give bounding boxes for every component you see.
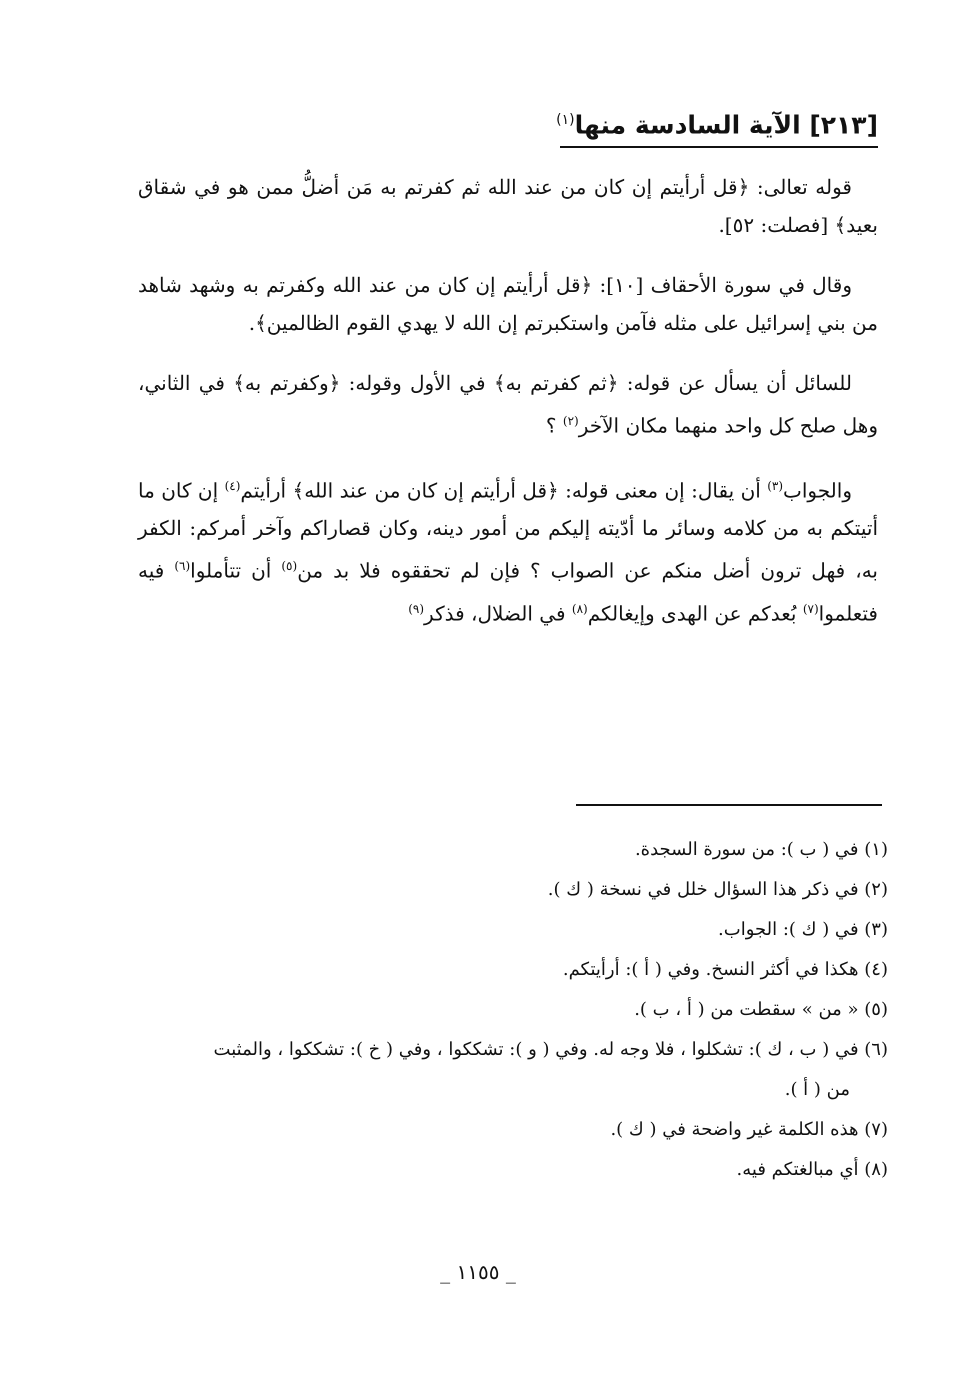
footnote-3: (٣) في ( ك ): الجواب. [718, 919, 888, 940]
footnote-5: (٥) « من » سقطت من ( أ ، ب ). [634, 999, 888, 1020]
section-heading [358, 100, 878, 145]
footnote-ref: (٨) [571, 601, 588, 616]
paragraph-verse: قوله تعالى: ﴿قل أرأيتم إن كان من عند الله ثم كفرتم به مَن أضلُّ ممن هو في شقاق بعيد﴾ [فصلت: ٥٢]. [138, 175, 878, 237]
footnote-ref: (٢) [562, 414, 579, 428]
answer-text: بُعدكم عن الهدى وإيغالكم [587, 601, 803, 626]
answer-text: إن كان ما أتيتكم به من كلامه وسائر ما أدّيته إليكم من أمور دينه، وكان قصاراكم وآخر أمركم: الكفر به، فهل ترون أضل منكم عن الصواب ؟ فإن لم تحققوه فلا بد من [138, 478, 878, 583]
footnote-2: (٢) في ذكر هذا السؤال خلل في نسخة ( ك ). [547, 879, 888, 900]
question-text: للسائل أن يسأل عن قوله: ﴿ثم كفرتم به﴾ في الأول وقوله: ﴿وكفرتم به﴾ في الثاني، وهل صلح كل واحد منهما مكان الآخر [138, 371, 878, 438]
footnote-6-continued: من ( أ ). [784, 1079, 850, 1100]
footnote-ref: (٥) [281, 559, 298, 574]
paragraph-answer [138, 467, 878, 633]
footnote-ref: (٣) [767, 478, 784, 493]
paragraph-question [138, 364, 878, 445]
answer-text: والجواب [783, 478, 852, 503]
heading-text: [٢١٣] الآية السادسة منها [574, 110, 878, 140]
footnotes [140, 830, 888, 1190]
heading-underline [560, 146, 878, 148]
question-end: ؟ [545, 413, 563, 438]
body-text [138, 168, 878, 655]
footnote-7: (٧) هذه الكلمة غير واضحة في ( ك ). [610, 1119, 888, 1140]
footnote-ref: (٩) [408, 601, 425, 616]
footnote-separator [576, 804, 882, 806]
answer-text: فيه فتعلموا [138, 558, 878, 626]
footnote-1: (١) في ( ب ): من سورة السجدة. [634, 839, 888, 860]
answer-text: أن يقال: إن معنى قوله: ﴿قل أرأيتم إن كان من عند الله﴾ أرأيتم [240, 478, 768, 503]
answer-text: في الضلال، فذكر [424, 601, 572, 626]
answer-text: أن تتأملوا [190, 558, 282, 583]
footnote-ref: (٤) [224, 478, 241, 493]
footnote-ref: (٦) [174, 559, 191, 574]
paragraph-ahqaf: وقال في سورة الأحقاف [١٠]: ﴿قل أرأيتم إن كان من عند الله وكفرتم به وشهد شاهد من بني إسرائيل على مثله فآمن واستكبرتم إن الله لا يهدي القوم الظالمين﴾. [138, 273, 878, 335]
footnote-ref: (٧) [802, 601, 819, 616]
footnote-6: (٦) في ( ب ، ك ): تشكلوا ، فلا وجه له. وفي ( و ): تشككوا ، وفي ( خ ): تشككوا ، والمثبت [213, 1039, 888, 1060]
heading-footnote-ref: (١) [556, 112, 575, 128]
footnote-8: (٨) أي مبالغتكم فيه. [736, 1159, 888, 1180]
footnote-4: (٤) هكذا في أكثر النسخ. وفي ( أ ): أرأيتكم. [562, 959, 888, 980]
page-number: _ ١١٥٥ _ [440, 1260, 516, 1284]
